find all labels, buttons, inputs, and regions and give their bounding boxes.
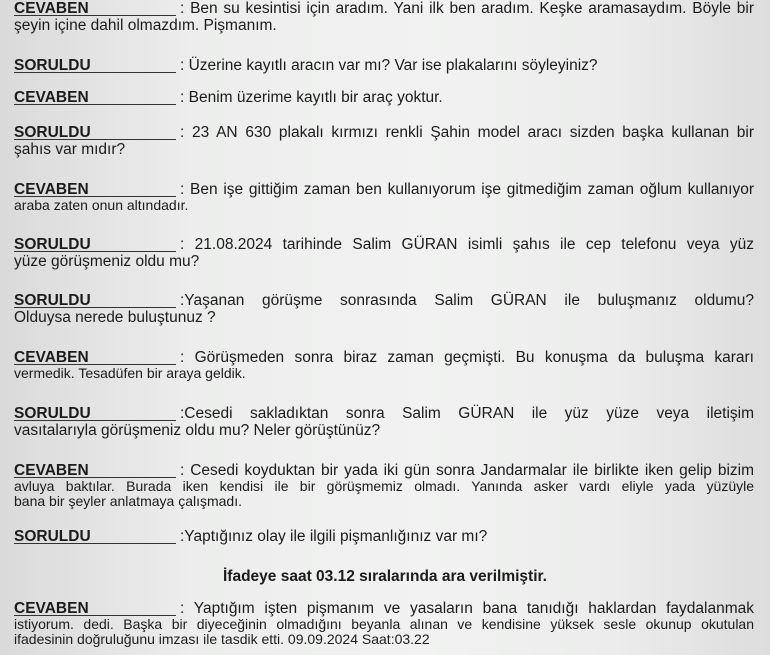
question-block (14, 405, 754, 439)
entry-first-line (14, 600, 754, 617)
answer-label: CEVABEN (14, 0, 180, 17)
entry-first-line (14, 124, 754, 141)
question-label: SORULDU (14, 292, 180, 309)
entry-continuation: araba zaten onun altındadır. (14, 197, 189, 213)
entry-first-line (14, 0, 754, 17)
entry-text: : Görüşmeden sonra biraz zaman geçmişti. Bu konuşma da buluşma kararı (180, 349, 754, 366)
answer-block (14, 462, 754, 509)
question-block (14, 528, 754, 545)
answer-block (14, 89, 754, 106)
entry-first-line (14, 462, 754, 479)
entry-first-line (14, 89, 754, 106)
statement-break-note: İfadeye saat 03.12 sıralarında ara verilmiştir. (223, 568, 547, 585)
question-label: SORULDU (14, 57, 180, 74)
question-label: SORULDU (14, 236, 180, 253)
entry-text: : Üzerine kayıtlı aracın var mı? Var ise plakalarını söyleyiniz? (180, 57, 598, 74)
entry-first-line (14, 181, 754, 198)
answer-block (14, 349, 754, 381)
entry-continuation: şeyin içine dahil olmazdım. Pişmanım. (14, 17, 277, 34)
answer-block (14, 181, 754, 213)
entry-first-line (14, 292, 754, 309)
entry-first-line (14, 57, 754, 74)
entry-text: : Benim üzerime kayıtlı bir araç yoktur. (180, 89, 443, 106)
entry-text: : 21.08.2024 tarihinde Salim GÜRAN isimli şahıs ile cep telefonu veya yüz (180, 236, 754, 253)
entry-text: :Yaptığınız olay ile ilgili pişmanlığınız var mı? (180, 528, 488, 545)
entry-first-line (14, 236, 754, 253)
entry-continuation: istiyorum. dedi. Başka bir diyeceğinin olmadığını beyanla alınan ve kendisine yüksek sesle okunup okutulan (14, 616, 754, 632)
answer-label: CEVABEN (14, 89, 180, 106)
entry-text: : Ben su kesintisi için aradım. Yani ilk ben aradım. Keşke aramasaydım. Böyle bir (180, 0, 754, 17)
entry-text: : 23 AN 630 plakalı kırmızı renkli Şahin model aracı sizden başka kullanan bir (180, 124, 754, 141)
entry-continuation: bana bir şeyler anlatmaya çalışmadı. (14, 493, 242, 509)
answer-label: CEVABEN (14, 462, 180, 479)
question-block (14, 124, 754, 158)
entry-text: : Yaptığım işten pişmanım ve yasaların bana tanıdığı haklardan faydalanmak (180, 600, 754, 617)
entry-continuation: vermedik. Tesadüfen bir araya geldik. (14, 365, 246, 381)
entry-first-line (14, 405, 754, 422)
entry-text: : Ben işe gittiğim zaman ben kullanıyorum işe gitmediğim zaman oğlum kullanıyor (180, 181, 754, 198)
entry-text: :Cesedi sakladıktan sonra Salim GÜRAN ile yüz yüze veya iletişim (180, 405, 754, 422)
entry-continuation: ifadesinin doğruluğunu imzası ile tasdik etti. 09.09.2024 Saat:03.22 (14, 631, 430, 647)
entry-first-line (14, 528, 754, 545)
answer-block (14, 600, 754, 647)
entry-continuation: vasıtalarıyla görüşmeniz oldu mu? Neler görüştünüz? (14, 422, 381, 439)
question-label: SORULDU (14, 124, 180, 141)
answer-label: CEVABEN (14, 349, 180, 366)
question-block (14, 236, 754, 270)
entry-continuation: Olduysa nerede buluştunuz ? (14, 309, 216, 326)
entry-continuation: şahıs var mıdır? (14, 141, 126, 158)
entry-first-line (14, 349, 754, 366)
answer-block (14, 0, 754, 34)
entry-continuation: avluya baktılar. Burada iken kendisi ile bir görüşmemiz olmadı. Yanında asker vardı eliyle yada yüzüyle (14, 478, 754, 494)
question-label: SORULDU (14, 405, 180, 422)
answer-label: CEVABEN (14, 181, 180, 198)
question-label: SORULDU (14, 528, 180, 545)
entry-text: : Cesedi koyduktan bir yada iki gün sonra Jandarmalar ile birlikte iken gelip bizim (180, 462, 754, 479)
entry-text: :Yaşanan görüşme sonrasında Salim GÜRAN ile buluşmanız oldumu? (180, 292, 754, 309)
question-block (14, 292, 754, 326)
answer-label: CEVABEN (14, 600, 180, 617)
entry-continuation: yüze görüşmeniz oldu mu? (14, 253, 200, 270)
question-block (14, 57, 754, 74)
